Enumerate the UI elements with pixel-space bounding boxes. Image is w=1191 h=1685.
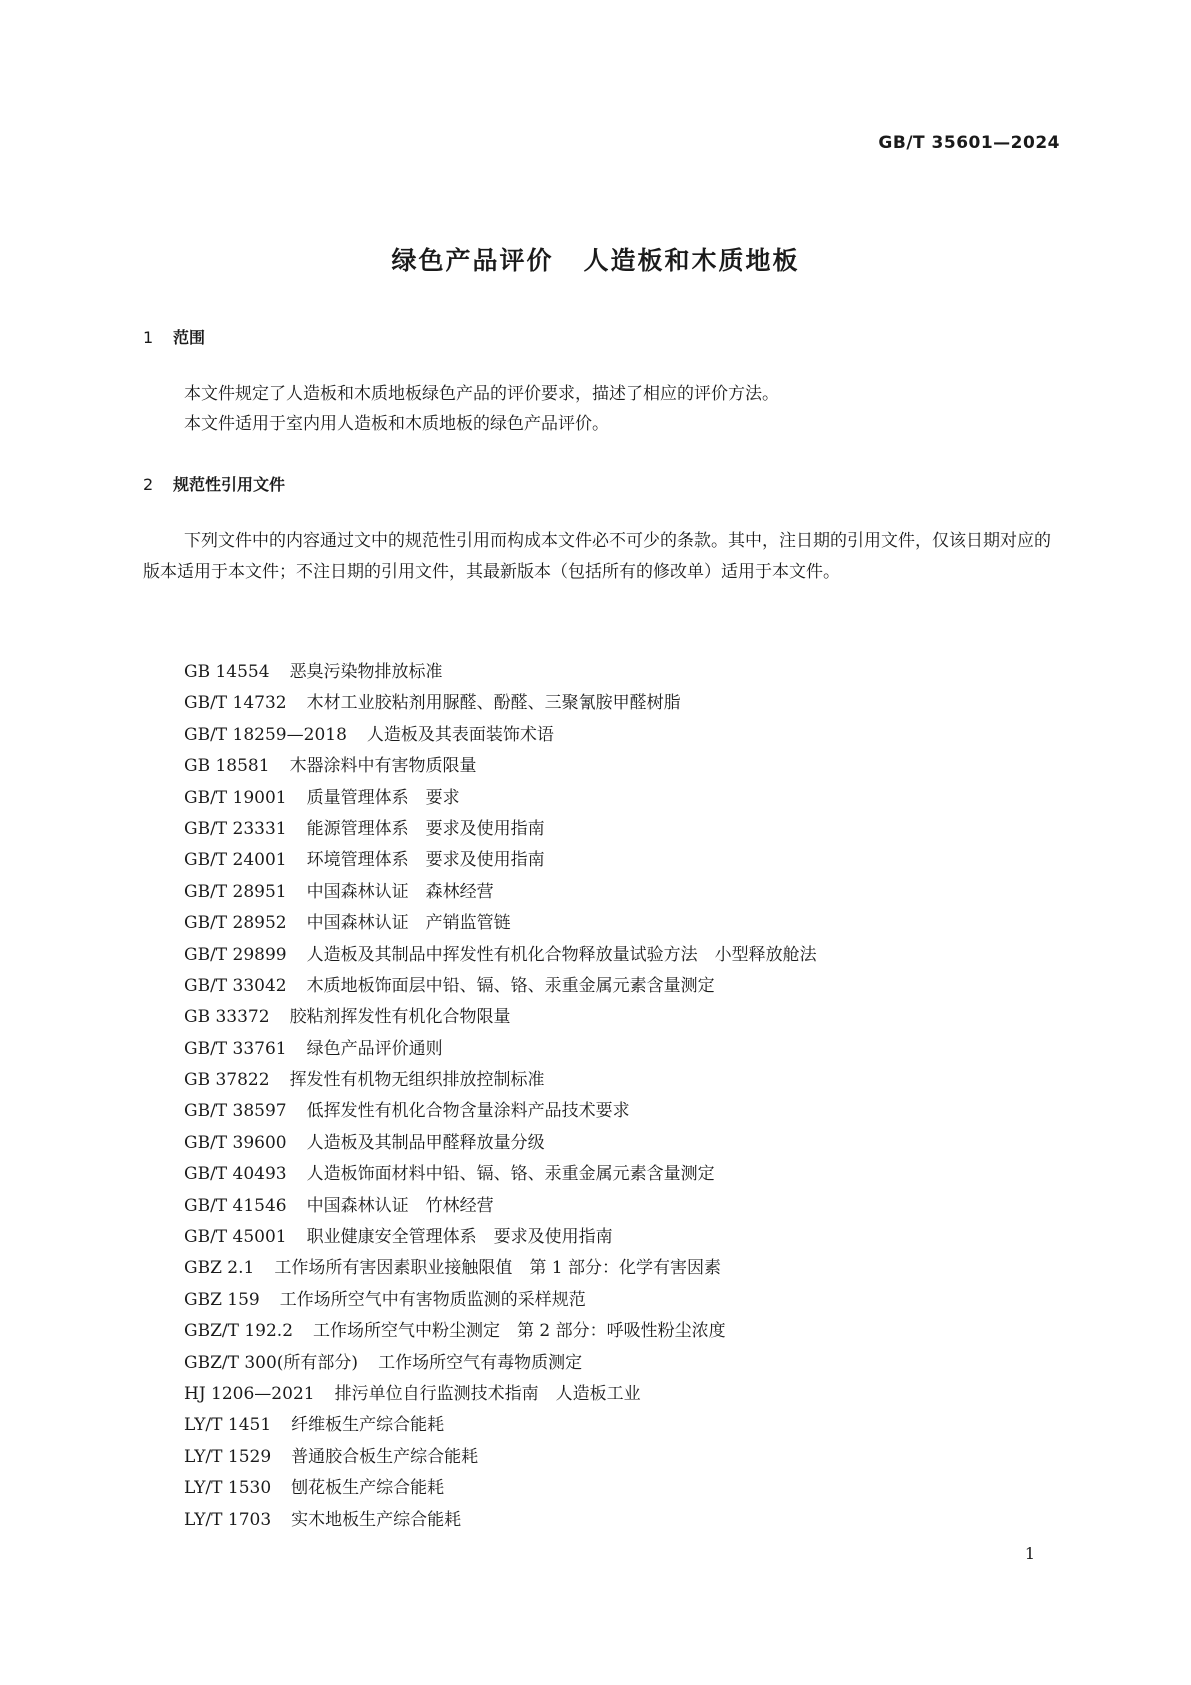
- reference-title: 人造板及其表面装饰术语: [366, 724, 554, 745]
- reference-item: [184, 1253, 817, 1284]
- reference-code: GB/T 23331: [184, 818, 287, 839]
- reference-code: LY/T 1529: [184, 1446, 272, 1467]
- reference-code: GB/T 14732: [184, 693, 287, 714]
- reference-item: [184, 971, 817, 1002]
- reference-item: [184, 845, 817, 876]
- reference-title: 木器涂料中有害物质限量: [289, 756, 477, 777]
- reference-item: [184, 1442, 817, 1473]
- reference-code: GB/T 33761: [184, 1038, 287, 1059]
- reference-code: GB/T 39600: [184, 1132, 287, 1153]
- reference-code: GB/T 28952: [184, 913, 287, 934]
- reference-title: 职业健康安全管理体系 要求及使用指南: [306, 1227, 613, 1248]
- reference-item: [184, 1034, 817, 1065]
- reference-item: [184, 1191, 817, 1222]
- reference-item: [184, 720, 817, 751]
- section-number: 1: [143, 328, 154, 347]
- reference-code: LY/T 1530: [184, 1478, 272, 1499]
- title-part-2: 人造板和木质地板: [583, 246, 800, 275]
- reference-title: 木质地板饰面层中铅、镉、铬、汞重金属元素含量测定: [306, 975, 715, 996]
- reference-item: [184, 1473, 817, 1504]
- reference-title: 质量管理体系 要求: [306, 787, 460, 808]
- reference-item: [184, 1159, 817, 1190]
- reference-item: [184, 1505, 817, 1536]
- reference-code: GB/T 28951: [184, 881, 287, 902]
- reference-item: [184, 1222, 817, 1253]
- reference-code: GB/T 41546: [184, 1195, 287, 1216]
- reference-item: [184, 1128, 817, 1159]
- reference-title: 中国森林认证 产销监管链: [306, 913, 511, 934]
- reference-item: [184, 1065, 817, 1096]
- reference-title: 环境管理体系 要求及使用指南: [306, 850, 545, 871]
- reference-code: GB 18581: [184, 756, 270, 777]
- reference-title: 排污单位自行监测技术指南 人造板工业: [334, 1383, 641, 1404]
- section-2-heading: [143, 472, 285, 495]
- reference-title: 低挥发性有机化合物含量涂料产品技术要求: [306, 1101, 630, 1122]
- reference-code: HJ 1206—2021: [184, 1383, 315, 1404]
- reference-item: [184, 908, 817, 939]
- reference-title: 工作场所空气中有害物质监测的采样规范: [279, 1289, 586, 1310]
- reference-title: 挥发性有机物无组织排放控制标准: [289, 1070, 545, 1091]
- reference-title: 普通胶合板生产综合能耗: [291, 1446, 479, 1467]
- title-part-1: 绿色产品评价: [391, 246, 554, 275]
- reference-code: GB/T 33042: [184, 975, 287, 996]
- reference-title: 恶臭污染物排放标准: [289, 662, 443, 682]
- section-number: 2: [143, 475, 154, 494]
- reference-item: [184, 751, 817, 782]
- reference-code: GB/T 45001: [184, 1227, 287, 1248]
- page-number: 1: [1024, 1544, 1035, 1563]
- reference-code: GBZ/T 192.2: [184, 1321, 294, 1342]
- reference-item: [184, 657, 817, 688]
- document-title: [0, 241, 1191, 277]
- document-code: GB/T 35601—2024: [878, 133, 1060, 153]
- reference-title: 工作场所空气中粉尘测定 第 2 部分：呼吸性粉尘浓度: [313, 1321, 726, 1342]
- reference-title: 人造板及其制品中挥发性有机化合物释放量试验方法 小型释放舱法: [306, 944, 817, 965]
- reference-title: 中国森林认证 竹林经营: [306, 1195, 494, 1216]
- reference-code: LY/T 1451: [184, 1415, 272, 1436]
- reference-code: GB 37822: [184, 1070, 270, 1091]
- reference-title: 刨花板生产综合能耗: [291, 1478, 445, 1499]
- reference-item: [184, 940, 817, 971]
- scope-paragraph-2: 本文件适用于室内用人造板和木质地板的绿色产品评价。: [184, 414, 609, 434]
- scope-paragraph-1: 本文件规定了人造板和木质地板绿色产品的评价要求，描述了相应的评价方法。: [184, 384, 779, 404]
- reference-code: GBZ/T 300(所有部分): [184, 1352, 359, 1373]
- reference-title: 能源管理体系 要求及使用指南: [306, 818, 545, 839]
- reference-item: [184, 877, 817, 908]
- section-title: 范围: [173, 328, 206, 347]
- reference-item: [184, 1285, 817, 1316]
- reference-code: GB/T 29899: [184, 944, 287, 965]
- reference-item: [184, 1348, 817, 1379]
- reference-code: GBZ 2.1: [184, 1258, 255, 1279]
- reference-title: 绿色产品评价通则: [306, 1038, 443, 1059]
- reference-code: GBZ 159: [184, 1289, 260, 1310]
- reference-code: LY/T 1703: [184, 1509, 272, 1530]
- reference-title: 中国森林认证 森林经营: [306, 881, 494, 902]
- reference-title: 工作场所有害因素职业接触限值 第 1 部分：化学有害因素: [274, 1258, 721, 1279]
- reference-title: 纤维板生产综合能耗: [291, 1415, 445, 1436]
- reference-item: [184, 1379, 817, 1410]
- reference-title: 人造板及其制品甲醛释放量分级: [306, 1132, 545, 1153]
- reference-code: GB/T 38597: [184, 1101, 287, 1122]
- reference-item: [184, 1002, 817, 1033]
- reference-title: 实木地板生产综合能耗: [291, 1509, 462, 1530]
- reference-item: [184, 1410, 817, 1441]
- section-1-heading: [143, 325, 205, 348]
- reference-item: [184, 688, 817, 719]
- section-title: 规范性引用文件: [173, 475, 286, 494]
- reference-code: GB/T 18259—2018: [184, 724, 347, 745]
- reference-code: GB/T 40493: [184, 1164, 287, 1185]
- reference-title: 人造板饰面材料中铅、镉、铬、汞重金属元素含量测定: [306, 1164, 715, 1185]
- reference-code: GB 33372: [184, 1007, 270, 1028]
- reference-code: GB/T 24001: [184, 850, 287, 871]
- normative-references-intro: 下列文件中的内容通过文中的规范性引用而构成本文件必不可少的条款。其中，注日期的引用文件，仅该日期对应的版本适用于本文件；不注日期的引用文件，其最新版本（包括所有的修改单）适用于本文件。: [143, 531, 1051, 582]
- reference-list: [184, 657, 817, 1536]
- reference-item: [184, 783, 817, 814]
- reference-title: 工作场所空气有毒物质测定: [378, 1352, 583, 1373]
- reference-code: GB 14554: [184, 662, 270, 682]
- reference-title: 木材工业胶粘剂用脲醛、酚醛、三聚氰胺甲醛树脂: [306, 693, 681, 714]
- reference-title: 胶粘剂挥发性有机化合物限量: [289, 1007, 511, 1028]
- reference-item: [184, 1096, 817, 1127]
- reference-item: [184, 814, 817, 845]
- reference-code: GB/T 19001: [184, 787, 287, 808]
- reference-item: [184, 1316, 817, 1347]
